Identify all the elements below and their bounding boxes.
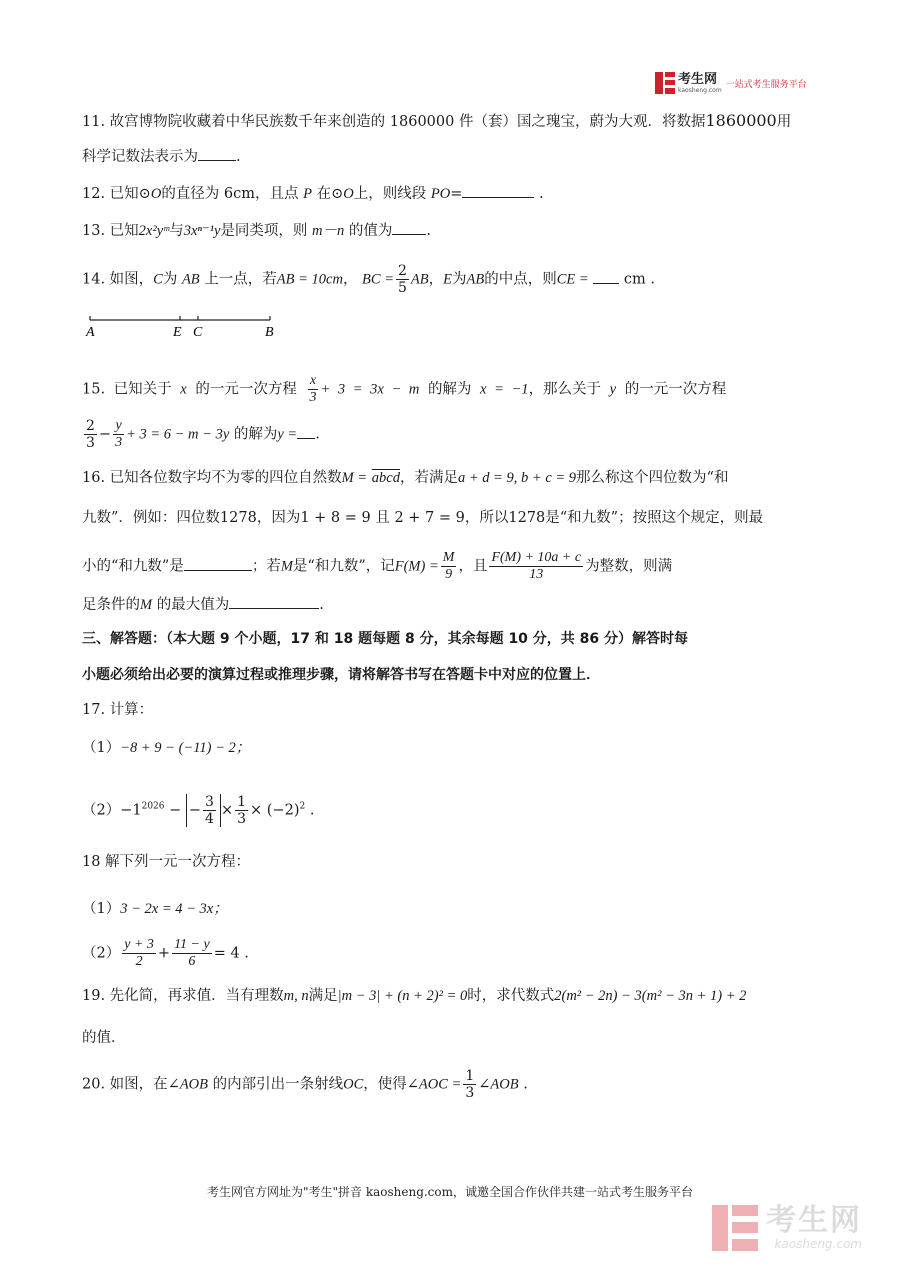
- footer-text: 考生网官方网址为"考生"拼音 kaosheng.com，诚邀全国合作伙伴共建一站式考生服务平台: [206, 1185, 694, 1199]
- watermark-brand: 考生网: [766, 1203, 862, 1238]
- question-16-line4: 足条件的M 的最大值为 .: [82, 594, 818, 615]
- answer-blank[interactable]: [297, 424, 315, 439]
- question-18-part1: （1）3 − 2x = 4 − 3x；: [82, 901, 228, 917]
- kaosheng-watermark-icon: [712, 1205, 758, 1251]
- section-3-heading-line2: 小题必须给出必要的演算过程或推理步骤，请将解答书写在答题卡中对应的位置上．: [82, 667, 600, 683]
- answer-blank[interactable]: [593, 269, 619, 284]
- kaosheng-logo-icon: [655, 72, 675, 94]
- question-15-line2: $\frac{2}{3}$ − $\frac{y}{3}$ + 3 = 6 − m − 3y 的解为y = .: [86, 418, 320, 451]
- answer-blank[interactable]: [462, 183, 534, 198]
- section-3-heading: 三、解答题：（本大题 9 个小题，17 和 18 题每题 8 分，其余每题 10 分，共 86 分）解答时每: [82, 631, 689, 647]
- label-b: B: [265, 325, 274, 340]
- question-17-title: 17. 计算：: [82, 702, 154, 718]
- logo-slogan: 一站式考生服务平台: [725, 79, 807, 90]
- question-17-part2: $(2)-1^{2026}$ − − $\frac{3}{4}$ × $\frac{1}{3}$ × $(-2)^2$ .: [82, 794, 315, 827]
- question-13: 13. 已知2x²yᵐ与3xⁿ⁻¹y是同类项，则 m－n 的值为 .: [82, 220, 818, 241]
- question-11-line2: 科学记数法表示为 .: [82, 146, 818, 167]
- watermark-domain: kaosheng.com: [774, 1237, 862, 1251]
- answer-blank[interactable]: [392, 220, 426, 235]
- label-c: C: [193, 325, 203, 340]
- question-16-line3: 小的“和九数”是 ；若M是“和九数”，记F(M) = $\frac{M}{9}$ ，且 $\frac{F(M) + 10a + c}{13}$ 为整数，则满: [82, 550, 673, 582]
- question-16: 16. 已知各位数字均不为零的四位自然数M = abcd，若满足a + d = 9, b + c = 9那么称这个四位数为“和: [82, 470, 729, 486]
- question-16-line2: 九数”．例如：四位数1278，因为1 + 8 = 9 且 2 + 7 = 9，所以1278是“和九数”；按照这个规定，则最: [82, 510, 764, 526]
- question-18-part2: （2） $\frac{y + 3}{2}$ + $\frac{11 - y}{6}$ = 4 .: [82, 937, 249, 969]
- answer-blank[interactable]: [184, 556, 252, 571]
- question-18-title: 18 解下列一元一次方程：: [82, 854, 251, 870]
- label-e: E: [173, 325, 182, 340]
- label-a: A: [86, 325, 95, 340]
- question-19: 19. 先化简，再求值．当有理数m, n满足|m − 3| + (n + 2)² = 0时，求代数式2(m² − 2n) − 3(m² − 3n + 1) + 2: [82, 988, 747, 1004]
- question-12: 12. 已知⊙O的直径为 6cm，且点 P 在⊙O上，则线段 PO= .: [82, 183, 818, 204]
- question-11: 11. 故宫博物院收藏着中华民族数千年来创造的 1860000 件（套）国之瑰宝，蔚为大观．将数据1860000用: [82, 111, 792, 130]
- question-15: 15. 已知关于 x 的一元一次方程 $\frac{x}{3}$ + 3 = 3x − m 的解为 x = −1，那么关于 y 的一元一次方程: [82, 373, 727, 405]
- segment-figure: [82, 312, 282, 340]
- question-14: 14. 如图，C为 AB 上一点，若AB = 10cm， BC = $\frac{2}{5}$ AB，E为AB的中点，则CE = cm .: [82, 263, 655, 296]
- answer-blank[interactable]: [229, 594, 319, 609]
- question-20: 20. 如图，在∠AOB 的内部引出一条射线OC，使得∠AOC = $\frac{1}{3}$ ∠AOB .: [82, 1068, 528, 1101]
- header-logo: [655, 72, 807, 94]
- logo-brand: 考生网: [678, 71, 718, 87]
- question-17-part1: （1）−8 + 9 − (−11) − 2；: [82, 740, 251, 756]
- watermark: [712, 1205, 862, 1251]
- answer-blank[interactable]: [198, 146, 236, 161]
- question-19-line2: 的值．: [82, 1030, 126, 1046]
- logo-domain: kaosheng.com: [678, 86, 722, 94]
- fraction: $\frac{2}{5}$: [398, 263, 407, 296]
